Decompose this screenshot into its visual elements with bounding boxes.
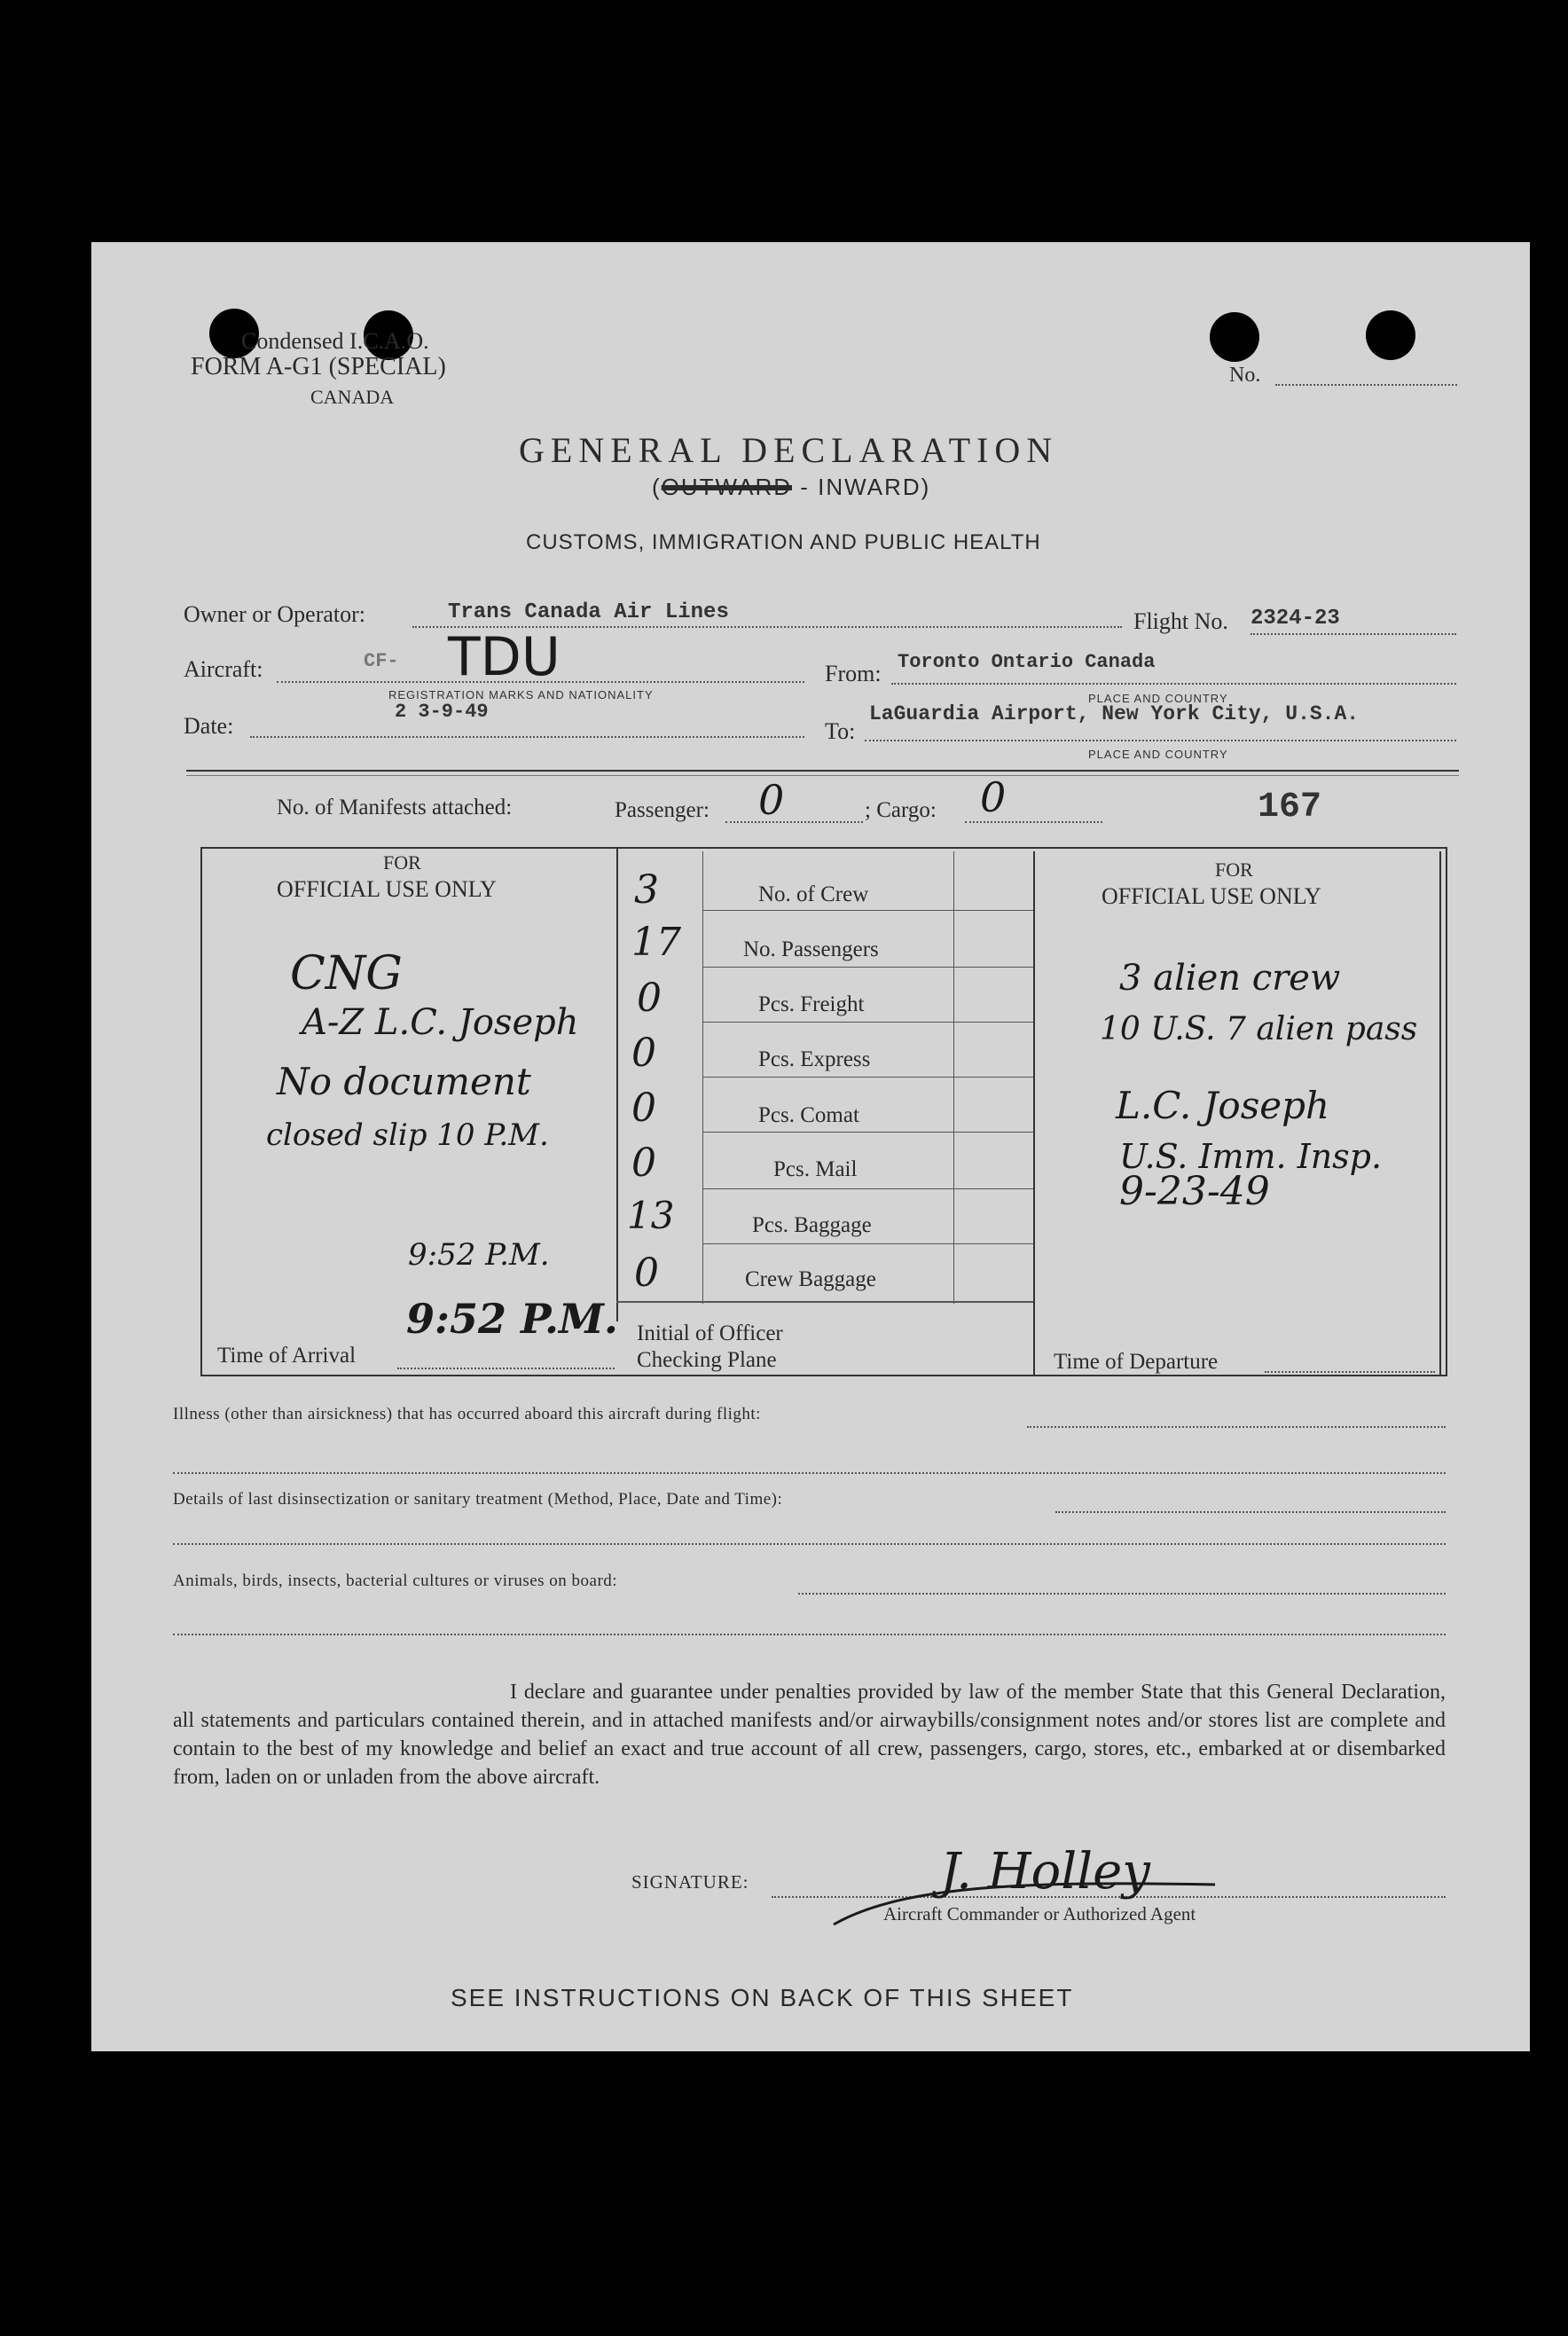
arrival-note-top: 9:52 P.M. [408,1237,550,1273]
initial-label-2: Checking Plane [637,1348,777,1372]
table-divider [1439,851,1441,1376]
section-divider [186,770,1459,772]
row-label: No. Passengers [743,937,879,961]
left-official-header-1: FOR [383,851,421,874]
row-value: 13 [627,1194,675,1237]
from-field[interactable] [891,683,1456,685]
subtitle-inward: - INWARD) [800,474,931,500]
animals-field-2[interactable] [173,1634,1446,1635]
date-label: Date: [184,713,234,739]
row-rule [702,1132,1033,1133]
date-field[interactable] [250,736,804,738]
to-field[interactable] [865,740,1456,741]
form-header-line3: CANADA [310,386,395,408]
cargo-label: ; Cargo: [865,798,937,822]
no-field[interactable] [1275,384,1457,386]
left-note-2: A-Z L.C. Joseph [302,1002,579,1043]
table-divider [1033,851,1035,1376]
punch-hole [1210,312,1259,362]
cargo-value: 0 [980,773,1007,821]
manifests-label-text: No. of Manifests attached: [277,796,513,819]
table-top-rule [200,847,1447,849]
table-mid-rule [616,1301,1033,1303]
left-note-3: No document [277,1060,531,1103]
footer-instructions: SEE INSTRUCTIONS ON BACK OF THIS SHEET [451,1984,1074,2011]
to-label: To: [825,718,856,744]
flight-label: Flight No. [1133,608,1228,634]
table-bottom-rule [200,1375,1447,1376]
row-value: 0 [631,1086,656,1131]
illness-field-2[interactable] [173,1472,1446,1474]
disinsect-field[interactable] [1055,1511,1446,1513]
row-label: Pcs. Express [758,1047,871,1071]
registration-caption: REGISTRATION MARKS AND NATIONALITY [388,688,654,702]
illness-field[interactable] [1027,1426,1446,1428]
right-note-2: 10 U.S. 7 alien pass [1100,1011,1418,1047]
initial-label-1: Initial of Officer [637,1321,783,1345]
disinsect-field-2[interactable] [173,1543,1446,1545]
signature-label: SIGNATURE: [631,1871,749,1893]
form-header-line1: Condensed I.C.A.O. [241,328,429,354]
row-rule [702,967,1033,968]
departure-label: Time of Departure [1054,1350,1219,1374]
right-note-5: 9-23-49 [1119,1169,1270,1214]
row-rule [702,1188,1033,1189]
animals-label: Animals, birds, insects, bacterial cultures or viruses on board: [173,1572,618,1590]
table-divider [616,847,618,1321]
subtitle-struck: OUTWARD [661,474,793,500]
from-label: From: [825,661,882,686]
row-label: Pcs. Freight [758,992,865,1016]
row-value: 0 [634,1250,659,1296]
no-label: No. [1229,364,1261,387]
table-right-border [1446,847,1447,1376]
flight-field[interactable] [1250,633,1456,635]
row-value: 17 [631,920,681,965]
left-note-1: CNG [290,947,403,1000]
section-divider [186,775,1459,776]
animals-field[interactable] [798,1593,1446,1595]
table-divider [702,851,703,1304]
owner-label: Owner or Operator: [184,601,366,627]
subtitle-open: ( [652,474,662,500]
punch-hole [1366,310,1415,360]
row-value: 0 [631,1141,656,1186]
right-official-header-1: FOR [1215,858,1253,881]
row-value: 0 [631,1031,656,1076]
place-caption-from: PLACE AND COUNTRY [1088,692,1228,705]
arrival-field[interactable] [397,1368,615,1369]
declaration-text: I declare and guarantee under penalties provided by law of the member State that this General Declaration, all statements and particulars contained therein, and in attached manifests and/or airwaybills/consignment notes and/or stores list are complete and contain to the best of my knowledge and belief an exact and true account of all crew, passengers, cargo, stores, etc., embarked at or disembarked from, laden on or unladen from the above aircraft. [173,1681,1446,1789]
row-rule [702,1022,1033,1023]
row-label: Pcs. Mail [773,1157,858,1181]
row-value: 0 [637,976,662,1021]
left-note-4: closed slip 10 P.M. [266,1117,549,1153]
row-label: Pcs. Baggage [752,1213,872,1237]
aircraft-value: TDU [448,626,561,688]
from-value: Toronto Ontario Canada [898,651,1156,673]
row-label: No. of Crew [758,882,869,906]
arrival-note: 9:52 P.M. [406,1295,618,1343]
row-rule [702,1077,1033,1078]
manifest-number: 167 [1258,788,1322,827]
aircraft-label: Aircraft: [184,656,263,682]
table-left-border [200,847,202,1376]
right-note-3: L.C. Joseph [1116,1084,1330,1127]
page-subtitle [652,474,930,501]
passenger-label: Passenger: [615,798,710,822]
illness-label: Illness (other than airsickness) that has occurred aboard this aircraft during flight: [173,1405,761,1423]
signature-value: J. Holley [940,1843,1150,1901]
right-note-4: U.S. Imm. Insp. [1119,1137,1383,1176]
page-title: GENERAL DECLARATION [519,430,1059,470]
row-rule [702,910,1033,911]
row-label: Pcs. Comat [758,1103,859,1127]
cargo-field[interactable] [965,821,1102,823]
flight-value: 2324-23 [1250,607,1340,631]
passenger-value: 0 [758,776,785,824]
disinsect-label: Details of last disinsectization or sanitary treatment (Method, Place, Date and Time): [173,1490,783,1509]
date-value: 2 3-9-49 [395,701,489,723]
owner-value: Trans Canada Air Lines [448,600,729,624]
left-official-header-2: OFFICIAL USE ONLY [277,876,497,902]
signature-caption: Aircraft Commander or Authorized Agent [883,1903,1196,1924]
row-value: 3 [634,867,659,913]
department-heading: CUSTOMS, IMMIGRATION AND PUBLIC HEALTH [526,530,1041,554]
form-header-line2: FORM A-G1 (SPECIAL) [191,353,446,380]
to-value: LaGuardia Airport, New York City, U.S.A. [869,702,1360,725]
right-official-header-2: OFFICIAL USE ONLY [1102,883,1321,909]
passenger-field[interactable] [725,821,863,823]
row-rule [702,1243,1033,1244]
departure-field[interactable] [1265,1371,1435,1373]
table-divider [953,851,954,1304]
right-note-1: 3 alien crew [1119,958,1341,999]
place-caption-to: PLACE AND COUNTRY [1088,748,1228,761]
aircraft-prefix: CF- [364,650,399,672]
arrival-label: Time of Arrival [217,1344,357,1368]
manifests-label [277,796,512,820]
row-label: Crew Baggage [745,1267,876,1291]
